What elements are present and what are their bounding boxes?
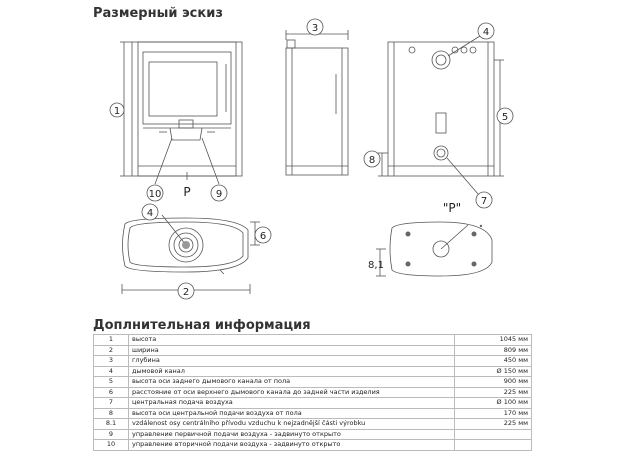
callout-5 [497,108,513,124]
table-row [94,335,532,346]
row-description: высота [129,335,455,346]
row-number: 3 [94,356,129,367]
svg-text:5: 5 [501,112,509,123]
svg-text:1: 1 [113,106,121,117]
row-value: Ø 100 мм [455,398,532,409]
svg-text:9: 9 [215,189,223,200]
row-value [455,429,532,440]
callout-4-top [142,204,158,220]
row-description: ширина [129,345,455,356]
table-row [94,408,532,419]
row-description: центральная подача воздуха [129,398,455,409]
callout-8 [364,151,380,167]
row-number: 1 [94,335,129,346]
info-table [93,334,532,451]
row-number: 8.1 [94,419,129,430]
row-value: 900 мм [455,377,532,388]
row-value: Ø 150 мм [455,366,532,377]
svg-text:4: 4 [482,27,490,38]
row-description: управление вторичной подачи воздуха - задвинуто открыто [129,440,455,451]
bottom-view-p [376,222,492,276]
callout-7 [476,192,492,208]
row-description: управление первичной подачи воздуха - задвинуто открыто [129,429,455,440]
callout-4-rear [478,23,494,39]
callout-6 [255,227,271,243]
bottom-view-feet [406,225,483,267]
row-number: 10 [94,440,129,451]
view-label-p-quoted: "P" [442,201,462,215]
table-row [94,356,532,367]
front-view [120,42,242,184]
table-row [94,387,532,398]
side-view [286,30,348,175]
callout-2 [178,283,194,299]
info-heading: Доплнительная информация [93,318,311,333]
row-number: 7 [94,398,129,409]
svg-text:6: 6 [259,231,267,242]
row-number: 9 [94,429,129,440]
table-row [94,419,532,430]
row-value [455,440,532,451]
table-row [94,377,532,388]
row-description: расстояние от оси верхнего дымового канала до задней части изделия [129,387,455,398]
row-value: 170 мм [455,408,532,419]
row-number: 8 [94,408,129,419]
callout-10 [147,185,163,201]
label-8-1: 8,1 [368,260,384,271]
svg-text:8: 8 [368,155,376,166]
sketch-heading: Размерный эскиз [93,6,223,21]
row-number: 2 [94,345,129,356]
svg-text:4: 4 [146,208,154,219]
row-description: высота оси центральной подачи воздуха от пола [129,408,455,419]
row-description: vzdálenost osy centrálního přívodu vzduchu k nejzadnější části výrobku [129,419,455,430]
svg-text:7: 7 [480,196,488,207]
callout-3 [307,19,323,35]
table-row [94,440,532,451]
row-number: 6 [94,387,129,398]
row-value: 809 мм [455,345,532,356]
row-value: 450 мм [455,356,532,367]
table-row [94,366,532,377]
svg-text:10: 10 [148,189,162,200]
svg-text:2: 2 [182,287,190,298]
row-description: высота оси заднего дымового канала от пола [129,377,455,388]
view-label-p: P [183,185,191,199]
callout-1 [110,103,124,117]
table-row [94,345,532,356]
row-value: 225 мм [455,419,532,430]
row-value: 1045 мм [455,335,532,346]
rear-view [378,36,504,194]
top-view-hatch [182,241,190,249]
callout-9 [211,185,227,201]
svg-text:3: 3 [311,23,319,34]
row-number: 4 [94,366,129,377]
table-row [94,398,532,409]
row-value: 225 мм [455,387,532,398]
row-description: дымовой канал [129,366,455,377]
top-view [122,215,260,294]
row-description: глубина [129,356,455,367]
row-number: 5 [94,377,129,388]
table-row [94,429,532,440]
